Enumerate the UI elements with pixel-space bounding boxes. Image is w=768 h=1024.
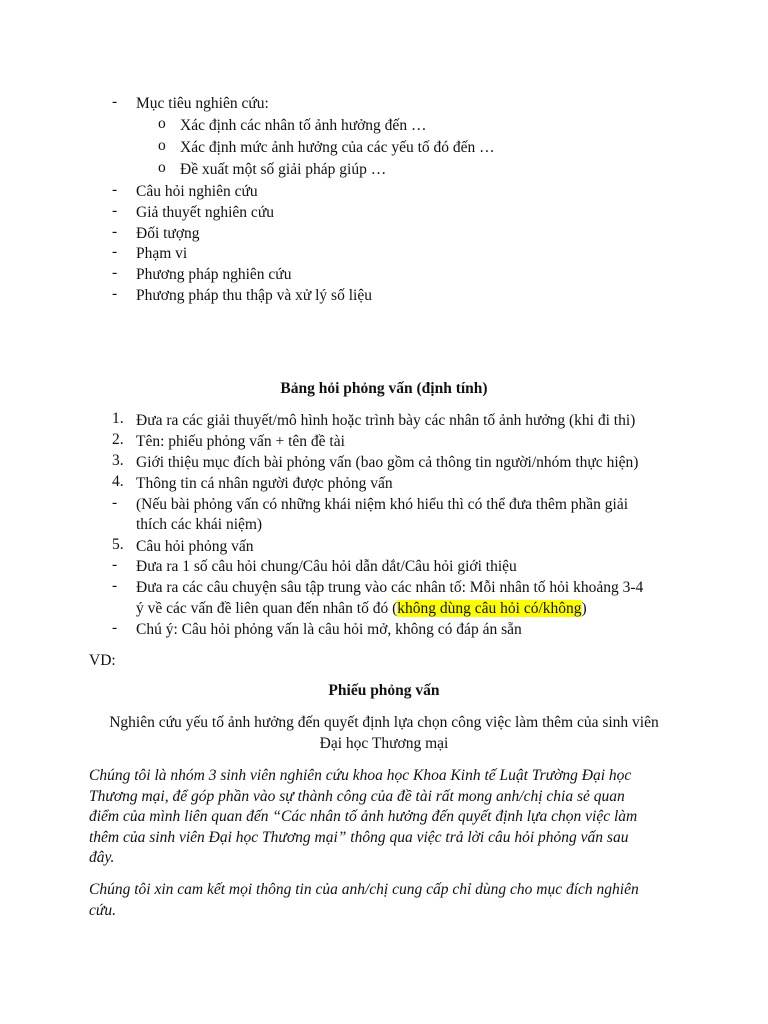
paragraph-line: Chúng tôi là nhóm 3 sinh viên nghiên cứu khoa học Khoa Kinh tế Luật Trường Đại học (89, 767, 632, 784)
list-item: Đưa ra các giải thuyết/mô hình hoặc trình bày các nhân tố ảnh hưởng (khi đi thi) (136, 412, 636, 429)
list-number: 1. (112, 410, 124, 427)
list-bullet-dash: - (112, 619, 118, 636)
list-item-line: thích các khái niệm) (136, 516, 263, 533)
list-bullet-circle: o (158, 159, 166, 176)
list-item: Phương pháp nghiên cứu (136, 266, 292, 283)
list-item: Mục tiêu nghiên cứu: (136, 95, 269, 112)
list-bullet-circle: o (158, 137, 166, 154)
sub-list-item: Xác định các nhân tố ảnh hưởng đến … (180, 117, 427, 134)
list-number: 4. (112, 473, 124, 490)
example-label: VD: (89, 652, 116, 669)
paragraph-line: Chúng tôi xin cam kết mọi thông tin của anh/chị cung cấp chỉ dùng cho mục đích nghiên (89, 881, 639, 898)
list-bullet-dash: - (112, 577, 118, 594)
list-bullet-dash: - (112, 285, 118, 302)
paragraph-line: điểm của mình liên quan đến “Các nhân tố ảnh hưởng đến quyết định lựa chọn việc làm (89, 808, 638, 825)
list-item: Câu hỏi phỏng vấn (136, 538, 254, 555)
list-bullet-dash: - (112, 223, 118, 240)
list-item: Giới thiệu mục đích bài phỏng vấn (bao gồm cả thông tin người/nhóm thực hiện) (136, 454, 639, 471)
paragraph-line: đây. (89, 849, 115, 866)
sub-list-item: Đề xuất một số giải pháp giúp … (180, 161, 387, 178)
list-bullet-dash: - (112, 264, 118, 281)
form-title: Phiếu phỏng vấn (328, 682, 440, 699)
highlighted-text: không dùng câu hỏi có/không (397, 600, 582, 617)
list-item: Chú ý: Câu hỏi phỏng vấn là câu hỏi mở, không có đáp án sẵn (136, 621, 522, 638)
text-run: ý về các vấn đề liên quan đến nhân tố đó ( (136, 600, 398, 617)
list-bullet-dash: - (112, 93, 118, 110)
list-bullet-dash: - (112, 202, 118, 219)
list-item: Phương pháp thu thập và xử lý số liệu (136, 287, 372, 304)
form-subtitle-line: Đại học Thương mại (319, 735, 449, 752)
list-item: Giả thuyết nghiên cứu (136, 204, 274, 221)
paragraph-line: Thương mại, để góp phần vào sự thành công của đề tài rất mong anh/chị chia sẻ quan (89, 788, 625, 805)
list-item: Đưa ra 1 số câu hỏi chung/Câu hỏi dẫn dắt/Câu hỏi giới thiệu (136, 558, 517, 575)
list-item-line: Đưa ra các câu chuyện sâu tập trung vào các nhân tố: Mỗi nhân tố hỏi khoảng 3-4 (136, 579, 644, 596)
list-number: 3. (112, 452, 124, 469)
paragraph-line: thêm của sinh viên Đại học Thương mại” thông qua việc trả lời câu hỏi phỏng vấn sau (89, 829, 629, 846)
list-number: 2. (112, 431, 124, 448)
list-bullet-dash: - (112, 243, 118, 260)
list-item-line: (Nếu bài phỏng vấn có những khái niệm khó hiểu thì có thể đưa thêm phần giải (136, 496, 629, 513)
text-run: ) (581, 600, 587, 617)
list-bullet-dash: - (112, 556, 118, 573)
list-item: Thông tin cá nhân người được phỏng vấn (136, 475, 393, 492)
list-number: 5. (112, 536, 124, 553)
list-item: Tên: phiếu phỏng vấn + tên đề tài (136, 433, 345, 450)
list-bullet-circle: o (158, 115, 166, 132)
list-item: Phạm vi (136, 245, 188, 262)
list-item-line (136, 598, 587, 619)
section-heading: Bảng hỏi phỏng vấn (định tính) (280, 380, 488, 397)
sub-list-item: Xác định mức ảnh hưởng của các yếu tố đó đến … (180, 139, 495, 156)
form-subtitle-line: Nghiên cứu yếu tố ảnh hưởng đến quyết định lựa chọn công việc làm thêm của sinh viên (109, 714, 659, 731)
list-bullet-dash: - (112, 494, 118, 511)
list-bullet-dash: - (112, 181, 118, 198)
paragraph-line: cứu. (89, 902, 116, 919)
list-item: Câu hỏi nghiên cứu (136, 183, 258, 200)
list-item: Đối tượng (136, 225, 200, 242)
